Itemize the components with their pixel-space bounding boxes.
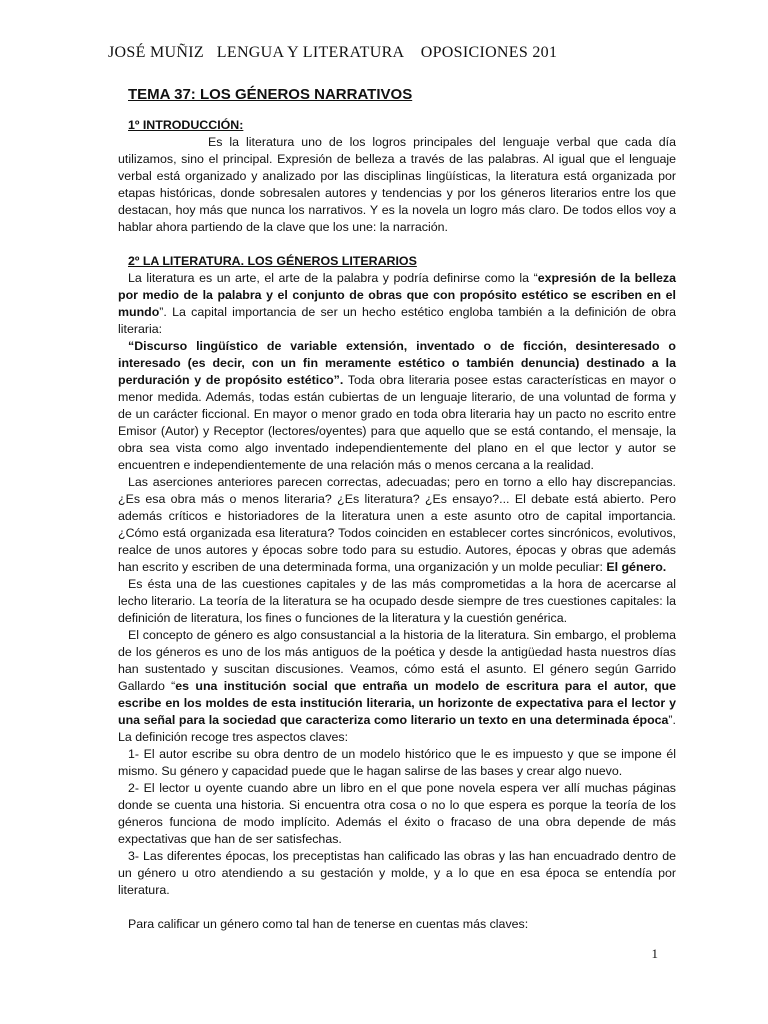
bold-span: expresión de la belleza por medio de la palabra y el conjunto de obras que con propósito estético se escriben en el mundo (118, 271, 677, 319)
text-span: Toda obra literaria posee estas características en mayor o menor medida. Además, todas están cubiertas de un lenguaje literario, de una voluntad de forma y de un carácter ficcional. En mayor o menor grado en toda obra literaria hay un pacto no escrito entre Emisor (Autor) y Receptor (lectores/oyentes) para que aquello que se está contando, el mensaje, la obra sea vista como algo inventado independientemente del plano en el que lector y autor se encuentren e independientemente de una relación más o menos cercana a la realidad. (118, 373, 676, 472)
section-heading-literature: 2º LA LITERATURA. LOS GÉNEROS LITERARIOS (128, 254, 417, 268)
page-number: 1 (651, 946, 658, 961)
bold-span: El género. (606, 560, 667, 574)
document-body (118, 86, 676, 933)
text-span: ”. La capital importancia de ser un hecho estético engloba también a la definición de obra literaria: (118, 305, 676, 336)
bold-span: es una institución social que entraña un modelo de escritura para el autor, que escribe en los moldes de esta institución literaria, un horizonte de expectativa para el lector y una señal para la sociedad que caracteriza como literario un texto en una determinada época (118, 679, 676, 727)
list-item: 1- El autor escribe su obra dentro de un modelo histórico que le es impuesto y que se impone él mismo. Su género y capacidad puede que le hagan salirse de las bases y crear algo nuevo. (118, 747, 676, 778)
page-title: TEMA 37: LOS GÉNEROS NARRATIVOS (128, 86, 413, 103)
paragraph-genre-concept (118, 627, 676, 746)
paragraph-literary-work (118, 338, 676, 474)
text-span: Las aserciones anteriores parecen correctas, adecuadas; pero en torno a ello hay discrepancias. ¿Es esa obra más o menos literaria? ¿Es literatura? ¿Es ensayo?... El debate está abierto. Pero además críticos e historiadores de la literatura unen a este asunto otro de capital importancia. ¿Cómo está organizada esa literatura? Todos coinciden en establecer cortes sincrónicos, evolutivos, realce de unos autores y épocas sobre todo para su estudio. Autores, épocas y obras que además han escrito y escriben de una determinada forma, una organización y un molde peculiar: (118, 475, 676, 574)
text-span: El concepto de género es algo consustancial a la historia de la literatura. Sin embargo, el problema de los géneros es uno de los más antiguos de la poética y desde la antigüedad hasta nuestros días han sustentado y suscitan discusiones. Veamos, cómo está el asunto. El género según Garrido Gallardo “ (118, 628, 676, 693)
running-header (108, 44, 708, 62)
header-author: JOSÉ MUÑIZ (108, 44, 204, 61)
paragraph-closing: Para calificar un género como tal han de tenerse en cuentas más claves: (128, 917, 529, 931)
paragraph-capital-questions: Es ésta una de las cuestiones capitales y de las más comprometidas a la hora de acercarse al lecho literario. La teoría de la literatura se ha ocupado desde siempre de tres cuestiones capitales: la definición de literatura, los fines o funciones de la literatura y la cuestión genérica. (118, 577, 676, 625)
list-item: 3- Las diferentes épocas, los preceptistas han calificado las obras y las han encuadrado dentro de un género u otro atendiendo a su gestación y molde, y a lo que en esa época se entendía por literatura. (118, 849, 676, 897)
bold-span: “Discurso lingüístico de variable extensión, inventado o de ficción, desinteresado o interesado (es decir, con un fin meramente estético o también denuncia) destinado a la perduración y de propósito estético”. (118, 339, 676, 387)
paragraph-assertions (118, 474, 676, 576)
header-course: OPOSICIONES 201 (420, 44, 558, 61)
intro-paragraph: Es la literatura uno de los logros principales del lenguaje verbal que cada día utilizamos, sino el principal. Expresión de belleza a través de las palabras. Al igual que el lenguaje verbal está organizado y analizado por las disciplinas lingüísticas, la literatura está organizada por etapas históricas, donde sobresalen autores y tendencias y por los géneros literarios entre los que destacan, hoy más que nunca los narrativos. Y es la novela un logro más claro. De todos ellos voy a hablar ahora partiendo de la clave que los une: la narración. (118, 135, 676, 234)
paragraph-definition (118, 270, 676, 338)
text-span: ”. La definición recoge tres aspectos claves: (118, 713, 676, 744)
list-item: 2- El lector u oyente cuando abre un libro en el que pone novela espera ver allí muchas páginas donde se cuenta una historia. Si encuentra otra cosa o no lo que espera es porque la teoría de los géneros funciona de modo implícito. Además el éxito o fracaso de una obra depende de más expectativas que han de ser satisfechas. (118, 781, 676, 846)
header-subject: LENGUA Y LITERATURA (216, 44, 404, 61)
text-span: La literatura es un arte, el arte de la palabra y podría definirse como la “ (128, 271, 538, 285)
section-heading-intro: 1º INTRODUCCIÓN: (128, 118, 244, 132)
